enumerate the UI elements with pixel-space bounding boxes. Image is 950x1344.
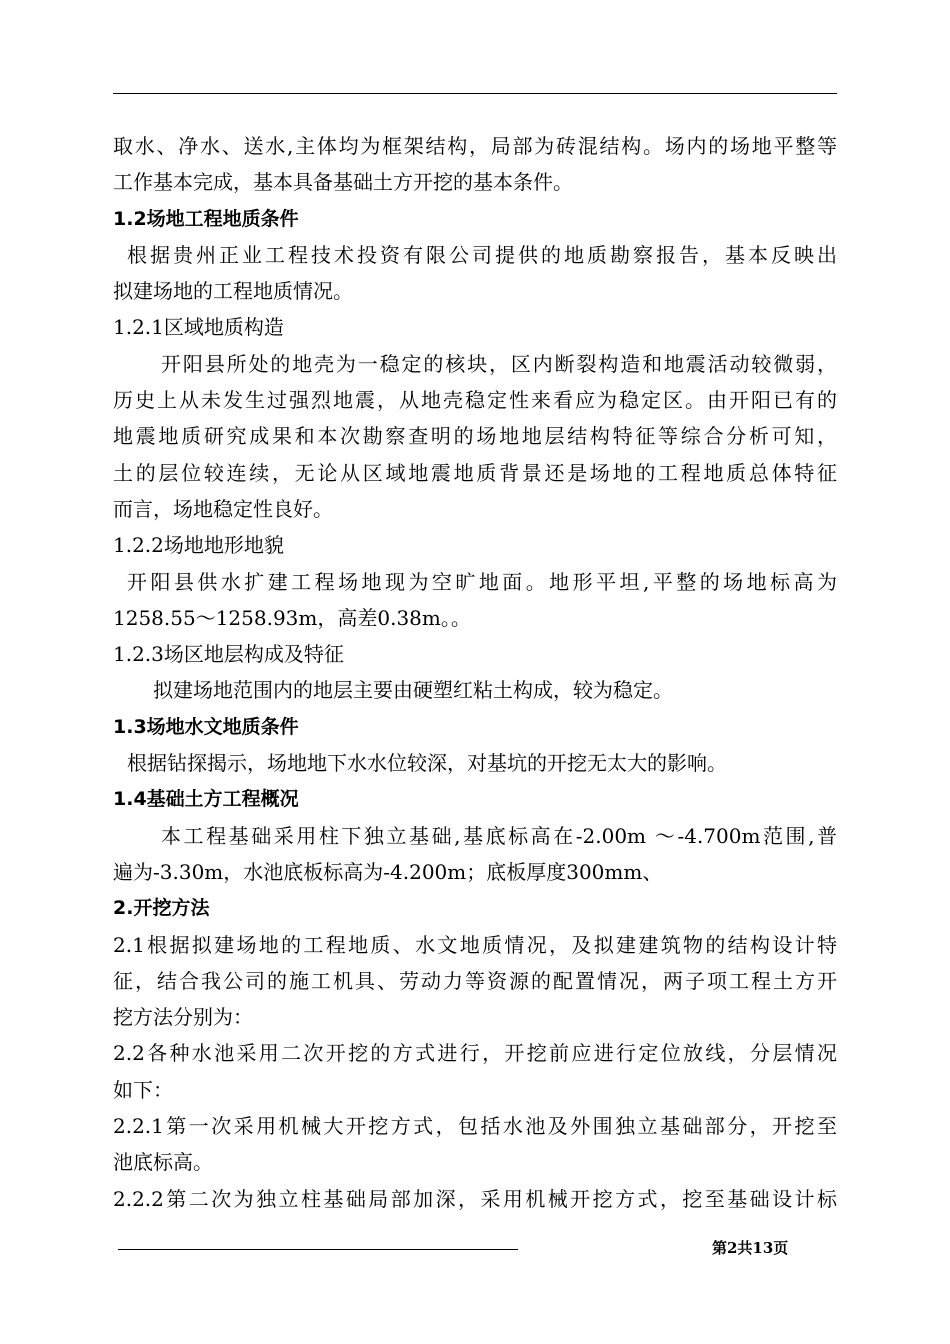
footer-rule — [118, 1249, 518, 1250]
body-line: 如下： — [113, 1077, 173, 1102]
body-line: 1258.55～1258.93m，高差0.38m。。 — [113, 605, 471, 630]
body-line: 拟建场地范围内的地层主要由硬塑红粘土构成，较为稳定。 — [153, 678, 673, 703]
section-heading: 1.3场地水文地质条件 — [113, 715, 299, 738]
page-number: 第2共13页 — [712, 1239, 789, 1257]
body-line: 2.1根据拟建场地的工程地质、水文地质情况，及拟建建筑物的结构设计特 — [113, 932, 837, 957]
document-body — [113, 128, 837, 1217]
body-line: 本工程基础采用柱下独立基础,基底标高在-2.00m ～-4.700m范围,普 — [161, 823, 837, 848]
body-line: 2.2.1第一次采用机械大开挖方式，包括水池及外围独立基础部分，开挖至 — [113, 1114, 837, 1139]
body-line: 地震地质研究成果和本次勘察查明的场地地层结构特征等综合分析可知， — [113, 424, 837, 449]
body-line: 工作基本完成，基本具备基础土方开挖的基本条件。 — [113, 170, 573, 195]
subsection-heading: 1.2.3场区地层构成及特征 — [113, 642, 344, 667]
body-line: 历史上从未发生过强烈地震，从地壳稳定性来看应为稳定区。由开阳已有的 — [113, 388, 837, 413]
body-line: 拟建场地的工程地质情况。 — [113, 279, 353, 304]
subsection-heading: 1.2.2场地地形地貌 — [113, 533, 284, 558]
header-rule — [113, 93, 837, 94]
body-line: 根据钻探揭示，场地地下水水位较深，对基坑的开挖无太大的影响。 — [127, 751, 727, 776]
body-line: 2.2各种水池采用二次开挖的方式进行，开挖前应进行定位放线，分层情况 — [113, 1041, 837, 1066]
subsection-heading: 1.2.1区域地质构造 — [113, 315, 284, 340]
body-line: 池底标高。 — [113, 1150, 213, 1175]
body-line: 取水、净水、送水,主体均为框架结构，局部为砖混结构。场内的场地平整等 — [113, 134, 837, 158]
section-heading: 1.4基础土方工程概况 — [113, 788, 299, 811]
body-line: 征，结合我公司的施工机具、劳动力等资源的配置情况，两子项工程土方开 — [113, 968, 837, 993]
body-line: 开阳县供水扩建工程场地现为空旷地面。地形平坦,平整的场地标高为 — [127, 569, 837, 594]
body-line: 根据贵州正业工程技术投资有限公司提供的地质勘察报告，基本反映出 — [127, 242, 837, 267]
body-line: 挖方法分别为： — [113, 1005, 253, 1030]
body-line: 遍为-3.30m，水池底板标高为-4.200m；底板厚度300mm、 — [113, 859, 663, 884]
body-line: 开阳县所处的地壳为一稳定的核块，区内断裂构造和地震活动较微弱， — [161, 351, 837, 376]
body-line: 土的层位较连续，无论从区域地震地质背景还是场地的工程地质总体特征 — [113, 460, 837, 485]
body-line: 2.2.2第二次为独立柱基础局部加深，采用机械开挖方式，挖至基础设计标 — [113, 1186, 837, 1211]
section-heading: 1.2场地工程地质条件 — [113, 207, 299, 230]
body-line: 而言，场地稳定性良好。 — [113, 496, 333, 521]
section-heading: 2.开挖方法 — [113, 897, 210, 920]
